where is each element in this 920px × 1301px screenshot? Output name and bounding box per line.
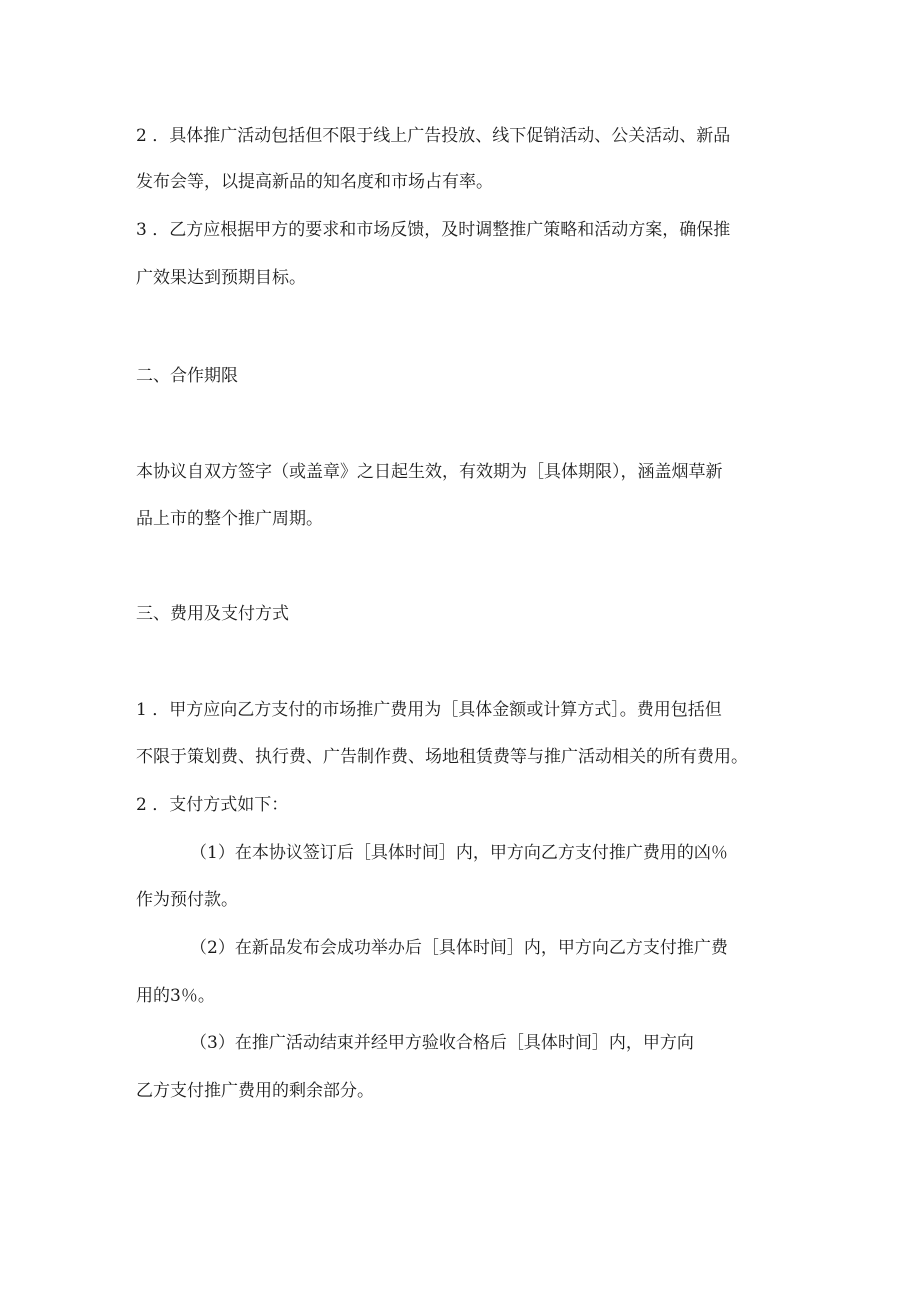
section-2-heading: 二、合作期限: [136, 366, 238, 386]
section-3-item-1-line-2: 不限于策划费、执行费、广告制作费、场地租赁费等与推广活动相关的所有费用。: [136, 747, 748, 767]
section-3-item-2: 2 ．支付方式如下：: [136, 795, 289, 815]
item-2-line-1: 2 ．具体推广活动包括但不限于线上广告投放、线下促销活动、公关活动、新品: [136, 126, 731, 146]
sub-item-1-line-2: 作为预付款。: [136, 890, 238, 910]
item-3-line-1: 3 ．乙方应根据甲方的要求和市场反馈，及时调整推广策略和活动方案，确保推: [136, 220, 731, 240]
item-3-line-2: 广效果达到预期目标。: [136, 268, 306, 288]
sub-item-2-line-1: （2）在新品发布会成功举办后［具体时间］内，甲方向乙方支付推广费: [190, 938, 728, 958]
sub-item-1-line-1: （1）在本协议签订后［具体时间］内，甲方向乙方支付推广费用的凶％: [190, 843, 728, 863]
section-2-paragraph-line-1: 本协议自双方签字（或盖章》之日起生效，有效期为［具体期限），涵盖烟草新: [136, 462, 723, 482]
item-2-line-2: 发布会等，以提高新品的知名度和市场占有率。: [136, 172, 493, 192]
sub-item-3-line-2: 乙方支付推广费用的剩余部分。: [136, 1081, 374, 1101]
sub-item-2-line-2: 用的3％。: [136, 986, 215, 1006]
section-3-item-1-line-1: 1 ．甲方应向乙方支付的市场推广费用为［具体金额或计算方式］。费用包括但: [136, 700, 722, 720]
section-2-paragraph-line-2: 品上市的整个推广周期。: [136, 509, 323, 529]
section-3-heading: 三、费用及支付方式: [136, 604, 289, 624]
sub-item-3-line-1: （3）在推广活动结束并经甲方验收合格后［具体时间］内，甲方向: [190, 1033, 694, 1053]
